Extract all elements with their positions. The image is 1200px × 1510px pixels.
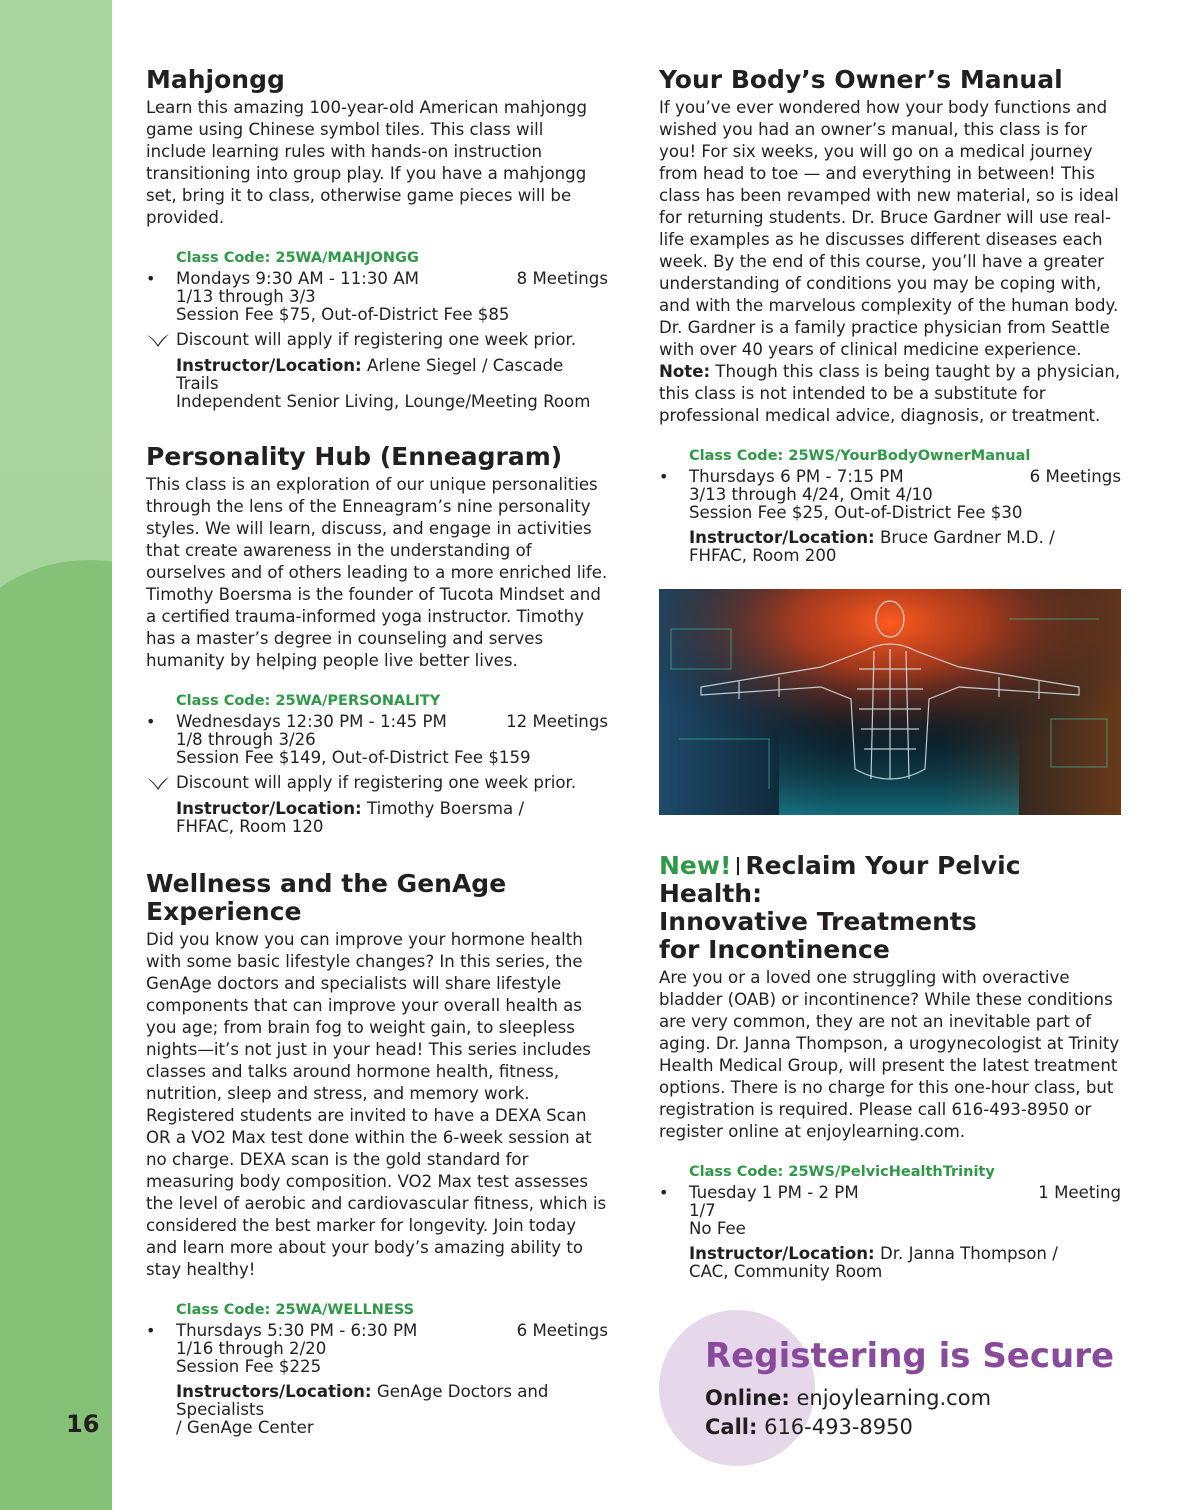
pelvic-day-time: Tuesday 1 PM - 2 PM: [689, 1183, 859, 1202]
pelvic-meetings: 1 Meeting: [1038, 1183, 1121, 1202]
pelvic-column: [659, 852, 1121, 1281]
bird-icon: [146, 332, 170, 353]
body-manual-title: Your Body’s Owner’s Manual: [659, 65, 1063, 94]
wellness-instructor-label: Instructors/Location:: [176, 1382, 372, 1401]
body-manual-meetings: 6 Meetings: [1029, 467, 1121, 486]
secure-call-number[interactable]: 616-493-8950: [764, 1415, 913, 1439]
bird-icon: [146, 775, 170, 796]
personality-section: [146, 443, 608, 836]
mahjongg-instructor-line1: Arlene Siegel / Cascade Trails: [176, 356, 564, 393]
wellness-title: [146, 870, 608, 926]
body-manual-dates: 3/13 through 4/24, Omit 4/10: [689, 485, 933, 504]
page-number: 16: [66, 1410, 100, 1438]
mahjongg-fee: Session Fee $75, Out-of-District Fee $85: [176, 305, 510, 324]
mahjongg-instructor-line2: Independent Senior Living, Lounge/Meeting Room: [176, 392, 591, 411]
personality-fee: Session Fee $149, Out-of-District Fee $159: [176, 748, 531, 767]
pelvic-description: Are you or a loved one struggling with overactive bladder (OAB) or incontinence? While these conditions are very common, they are not an inevitable part of aging. Dr. Janna Thompson, a urogynecologist at Trinity Health Medical Group, will present the latest treatment options. There is no charge for this one-hour class, but registration is required. Please call 616-493-8950 or register online at enjoylearning.com.: [659, 968, 1120, 1141]
personality-dates: 1/8 through 3/26: [176, 730, 316, 749]
mahjongg-description: Learn this amazing 100-year-old American mahjongg game using Chinese symbol tiles. This class will include learning rules with hands-on instruction transitioning into group play. If you have a mahjongg set, bring it to class, otherwise game pieces will be provided.: [146, 98, 587, 227]
sidebar-wave-shape: [0, 560, 112, 760]
bullet-icon: •: [146, 1321, 156, 1340]
title-divider: [737, 857, 739, 875]
personality-session: [146, 712, 608, 767]
wellness-instructor: [176, 1383, 608, 1437]
pelvic-instructor: [689, 1245, 1121, 1281]
secure-title: Registering is Secure: [705, 1336, 1115, 1376]
personality-instructor-label: Instructor/Location:: [176, 799, 362, 818]
mahjongg-day-time: Mondays 9:30 AM - 11:30 AM: [176, 269, 419, 288]
wellness-title-line2: Experience: [146, 897, 302, 926]
page-sidebar: [0, 0, 112, 1510]
body-manual-instructor-line1: Bruce Gardner M.D. /: [879, 528, 1055, 547]
mahjongg-session: [146, 269, 608, 324]
pelvic-section: [659, 852, 1121, 1281]
personality-title: Personality Hub (Enneagram): [146, 442, 563, 471]
body-manual-class-code: Class Code: 25WS/YourBodyOwnerManual: [689, 448, 1031, 464]
pelvic-title-line1: Reclaim Your Pelvic Health:: [659, 851, 1021, 908]
body-manual-instructor-label: Instructor/Location:: [689, 528, 875, 547]
pelvic-instructor-label: Instructor/Location:: [689, 1244, 875, 1263]
wellness-dates: 1/16 through 2/20: [176, 1339, 327, 1358]
personality-instructor-line2: FHFAC, Room 120: [176, 817, 324, 836]
personality-class-code: Class Code: 25WA/PERSONALITY: [176, 693, 441, 709]
wellness-instructor-line1: GenAge Doctors and Specialists: [176, 1382, 549, 1419]
body-manual-fee: Session Fee $25, Out-of-District Fee $30: [689, 503, 1023, 522]
mahjongg-dates: 1/13 through 3/3: [176, 287, 316, 306]
wellness-day-time: Thursdays 5:30 PM - 6:30 PM: [176, 1321, 418, 1340]
wellness-session: [146, 1321, 608, 1376]
personality-discount-text: Discount will apply if registering one week prior.: [176, 773, 577, 792]
body-manual-day-time: Thursdays 6 PM - 7:15 PM: [689, 467, 904, 486]
wellness-class-code: Class Code: 25WA/WELLNESS: [176, 1302, 415, 1318]
personality-instructor: [176, 800, 608, 836]
body-manual-instructor-line2: FHFAC, Room 200: [689, 546, 837, 565]
body-manual-description-main: If you’ve ever wondered how your body functions and wished you had an owner’s manual, this class is for you! For six weeks, you will go on a medical journey from head to toe — and everything in between! This class has been revamped with new material, so is ideal for returning students. Dr. Bruce Gardner will use real-life examples as he discusses different diseases each week. By the end of this course, you’ll have a greater understanding of conditions you may be coping with, and with the marvelous complexity of the human body. Dr. Gardner is a family practice physician from Seattle with over 40 years of clinical medicine experience.: [659, 98, 1119, 359]
secure-call-label: Call:: [705, 1415, 758, 1439]
mahjongg-title: Mahjongg: [146, 65, 285, 94]
secure-call: [705, 1415, 913, 1439]
secure-online-link[interactable]: enjoylearning.com: [796, 1386, 992, 1410]
wellness-meetings: 6 Meetings: [516, 1321, 608, 1340]
mahjongg-meetings: 8 Meetings: [516, 269, 608, 288]
body-manual-session: [659, 467, 1121, 522]
body-manual-description: [659, 97, 1121, 427]
mahjongg-instructor-label: Instructor/Location:: [176, 356, 362, 375]
body-manual-note-label: Note:: [659, 362, 711, 381]
wellness-description: Did you know you can improve your hormone health with some basic lifestyle changes? In this series, the GenAge doctors and specialists will share lifestyle components that can improve your overall health as you age; from brain fog to weight gain, to sleepless nights—it’s not just in your head! This series includes classes and talks around hormone health, fitness, nutrition, sleep and stress, and memory work. Registered students are invited to have a DEXA Scan OR a VO2 Max test done within the 6-week session at no charge. DEXA scan is the gold standard for measuring body composition. VO2 Max test assesses the level of aerobic and cardiovascular fitness, which is considered the best marker for longevity. Join today and learn more about your body’s amazing ability to stay healthy!: [146, 930, 607, 1279]
body-manual-instructor: [689, 529, 1121, 565]
body-manual-section: [659, 66, 1121, 565]
body-manual-note-text: Though this class is being taught by a physician, this class is not intended to be a substitute for professional medical advice, diagnosis, or treatment.: [659, 362, 1121, 425]
pelvic-title-line2: Innovative Treatments: [659, 907, 977, 936]
mahjongg-section: [146, 66, 608, 411]
pelvic-title-line3: for Incontinence: [659, 935, 890, 964]
secure-online-label: Online:: [705, 1386, 790, 1410]
secure-online: [705, 1386, 991, 1410]
bullet-icon: •: [146, 269, 156, 288]
wellness-instructor-line2: / GenAge Center: [176, 1418, 314, 1437]
left-column: [146, 66, 608, 1437]
wellness-section: [146, 870, 608, 1437]
bullet-icon: •: [659, 467, 669, 486]
bullet-icon: •: [146, 712, 156, 731]
mahjongg-class-code: Class Code: 25WA/MAHJONGG: [176, 250, 419, 266]
pelvic-session: [659, 1183, 1121, 1238]
personality-meetings: 12 Meetings: [506, 712, 608, 731]
human-body-photo: [659, 589, 1121, 815]
new-badge: New!: [659, 851, 732, 880]
mahjongg-discount: [176, 330, 608, 350]
pelvic-fee: No Fee: [689, 1219, 746, 1238]
pelvic-title: [659, 852, 1121, 964]
right-column: [659, 66, 1121, 565]
personality-instructor-line1: Timothy Boersma /: [366, 799, 525, 818]
personality-discount: [176, 773, 608, 793]
pelvic-instructor-line2: CAC, Community Room: [689, 1262, 883, 1281]
pelvic-instructor-line1: Dr. Janna Thompson /: [879, 1244, 1058, 1263]
personality-day-time: Wednesdays 12:30 PM - 1:45 PM: [176, 712, 447, 731]
mahjongg-discount-text: Discount will apply if registering one week prior.: [176, 330, 577, 349]
bullet-icon: •: [659, 1183, 669, 1202]
wellness-title-line1: Wellness and the GenAge: [146, 869, 507, 898]
pelvic-class-code: Class Code: 25WS/PelvicHealthTrinity: [689, 1164, 995, 1180]
personality-description: This class is an exploration of our unique personalities through the lens of the Enneagram’s nine personality styles. We will learn, discuss, and engage in activities that create awareness in the understanding of ourselves and of others leading to a more enriched life. Timothy Boersma is the founder of Tucota Mindset and a certified trauma-informed yoga instructor. Timothy has a master’s degree in counseling and serves humanity by helping people live better lives.: [146, 475, 608, 670]
wellness-fee: Session Fee $225: [176, 1357, 322, 1376]
pelvic-dates: 1/7: [689, 1201, 716, 1220]
mahjongg-instructor: [176, 357, 608, 411]
